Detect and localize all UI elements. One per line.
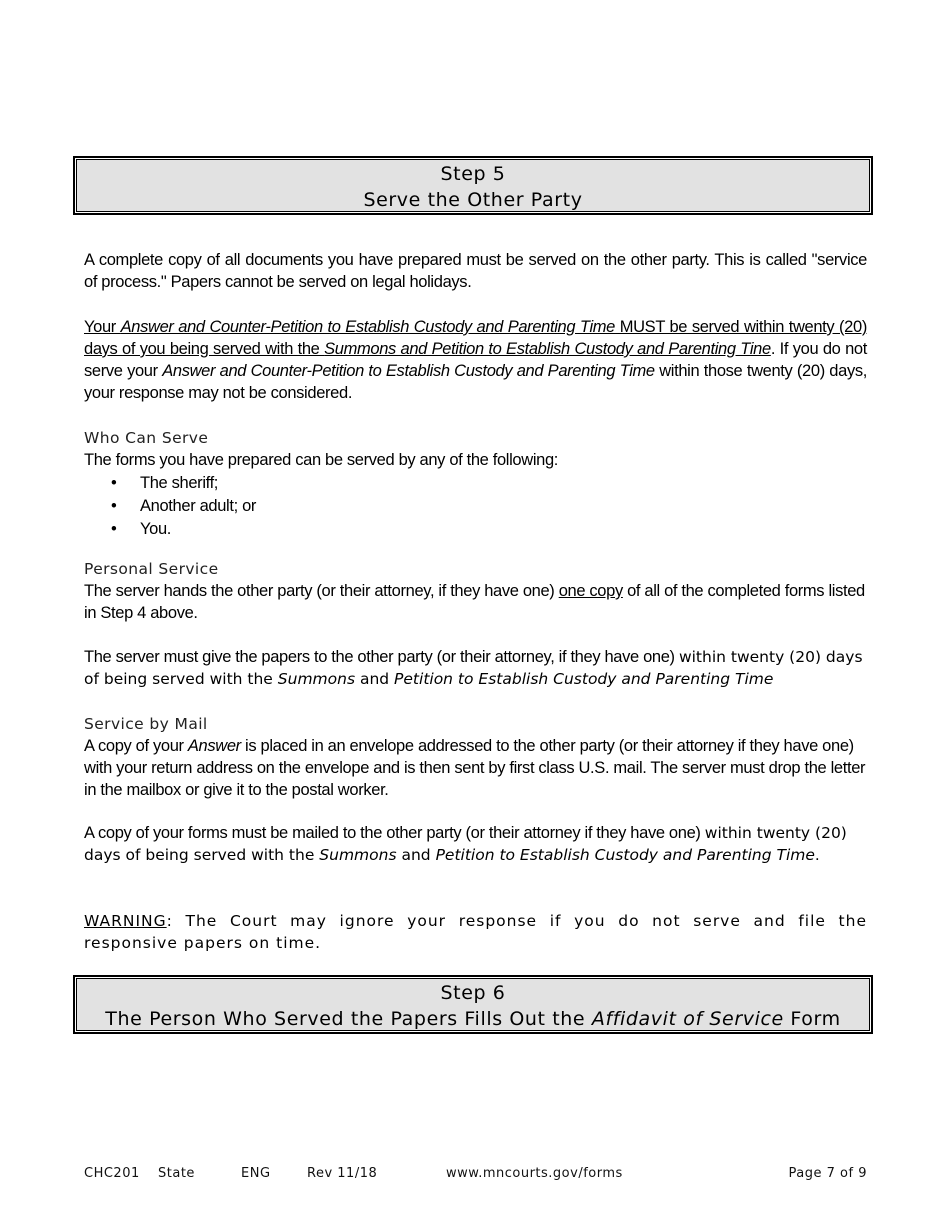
deadline-if-not: If you do not serve your [84, 340, 867, 380]
step-6-title-affidavit: Affidavit of Service [591, 1008, 784, 1030]
footer-form-id: CHC201 [84, 1166, 140, 1181]
warning-body: : The Court may ignore your response if you do not serve and file the responsive papers on time. [84, 912, 867, 952]
personal-service-p2-block [84, 646, 867, 690]
list-item-text: Another adult; or [140, 497, 257, 515]
personal-service-p2-b: within twenty (20) days of being served with the [84, 648, 863, 688]
mail-service-summons: Summons [319, 846, 397, 864]
mail-service-and: and [396, 846, 436, 864]
step-6-header [73, 975, 873, 1034]
who-can-serve-intro: The forms you have prepared can be served by any of the following: [84, 451, 559, 469]
deadline-doc-answer-2: Answer and Counter-Petition to Establish Custody and Parenting Time [162, 362, 655, 380]
mail-service-p1-b: is placed in an envelope addressed to the other party (or their attorney if they have one) with your return address on the envelope and is then sent by first class U.S. mail. The server must drop the letter in the mailbox or give it to the postal worker. [84, 737, 866, 799]
mail-service-answer: Answer [187, 737, 241, 755]
personal-service-heading: Personal Service [84, 560, 219, 578]
list-item [84, 472, 867, 494]
mail-service-p1-a: A copy of your [84, 737, 188, 755]
mail-service-p2-end: . [814, 846, 820, 864]
personal-service-summons: Summons [277, 670, 356, 688]
personal-service-p1-b: of all of the completed forms listed in Step 4 above. [84, 582, 865, 622]
step-6-title [75, 1006, 871, 1032]
step-5-number: Step 5 [440, 163, 506, 185]
step-5-title: Serve the Other Party [363, 189, 583, 211]
footer-revision: Rev 11/18 [307, 1166, 378, 1181]
mail-service-p2-b: within twenty (20) days of being served with the [84, 824, 847, 864]
footer-state: State [158, 1166, 195, 1181]
mail-service-heading: Service by Mail [84, 715, 208, 733]
warning-label: WARNING [84, 912, 167, 930]
personal-service-p1-a: The server hands the other party (or their attorney, if they have one) [84, 582, 559, 600]
mail-service-section [84, 713, 867, 801]
warning-text [84, 910, 867, 954]
bullet-icon: • [111, 474, 117, 492]
personal-service-p1 [84, 580, 867, 624]
deadline-your: Your [84, 318, 121, 336]
mail-service-p2-a: A copy of your forms must be mailed to the other party (or their attorney if they have one) [84, 824, 705, 842]
personal-service-section [84, 558, 867, 624]
mail-service-petition: Petition to Establish Custody and Parenting Time [435, 846, 815, 864]
step-5-header [73, 156, 873, 215]
footer-page-number: Page 7 of 9 [788, 1166, 867, 1181]
page-footer [84, 1166, 867, 1186]
deadline-tail: within those twenty (20) days, your response may not be considered. [84, 362, 867, 402]
deadline-doc-answer: Answer and Counter-Petition to Establish Custody and Parenting Time [120, 318, 616, 336]
step-6-number: Step 6 [440, 982, 506, 1004]
personal-service-one-copy: one copy [558, 582, 623, 600]
who-can-serve-section [84, 427, 867, 540]
warning-block [84, 910, 867, 954]
bullet-icon: • [111, 520, 117, 538]
deadline-must-text: MUST be served within twenty (20) days of you being served with the [84, 318, 867, 358]
list-item-text: The sheriff; [140, 474, 219, 492]
intro-text: A complete copy of all documents you have prepared must be served on the other party. This is called "service of process." Papers cannot be served on legal holidays. [84, 251, 867, 291]
personal-service-petition: Petition to Establish Custody and Parenting Time [394, 670, 774, 688]
footer-url[interactable]: www.mncourts.gov/forms [446, 1166, 623, 1181]
personal-service-and: and [355, 670, 395, 688]
list-item [84, 518, 867, 540]
deadline-paragraph [84, 316, 867, 404]
intro-paragraph [84, 249, 867, 293]
deadline-underlined [84, 318, 867, 358]
deadline-doc-summons: Summons and Petition to Establish Custody and Parenting Tine [324, 340, 771, 358]
step-6-title-a: The Person Who Served the Papers Fills Out the [105, 1008, 592, 1030]
who-can-serve-heading: Who Can Serve [84, 429, 209, 447]
mail-service-p1 [84, 735, 867, 801]
footer-language: ENG [241, 1166, 271, 1181]
list-item [84, 495, 867, 517]
step-6-title-b: Form [783, 1008, 841, 1030]
personal-service-p2-a: The server must give the papers to the other party (or their attorney, if they have one) [84, 648, 679, 666]
personal-service-p2 [84, 646, 867, 690]
deadline-period: . [770, 340, 776, 358]
mail-service-p2-block [84, 822, 867, 866]
mail-service-p2 [84, 822, 867, 866]
who-can-serve-list [84, 472, 867, 540]
list-item-text: You. [140, 520, 172, 538]
bullet-icon: • [111, 497, 117, 515]
